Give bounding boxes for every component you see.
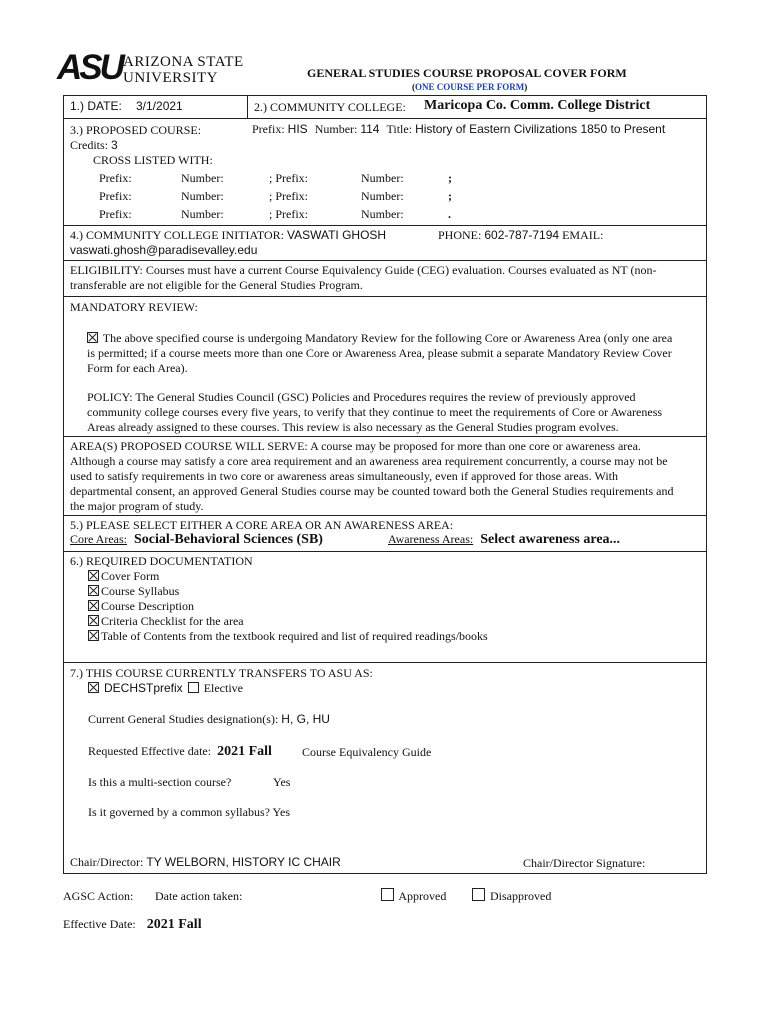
dechst-checkbox[interactable] [88, 682, 99, 693]
number-label: Number: [314, 122, 358, 136]
approved-option [381, 888, 446, 904]
mandatory-text3: Form for each Area). [87, 361, 188, 375]
date-action-label: Date action taken: [155, 889, 243, 903]
doc-checkbox[interactable] [88, 615, 99, 626]
effective-value[interactable]: 2021 Fall [217, 744, 272, 759]
initiator-name[interactable]: VASWATI GHOSH [286, 228, 387, 242]
policy-line2: community college courses every five years, to verify that they continue to meet the requirements of Core or Awareness [87, 405, 663, 419]
doc-item-label: Cover Form [101, 569, 160, 583]
date-label: 1.) DATE: [70, 99, 122, 113]
email-label: EMAIL: [562, 228, 604, 242]
doc-item [88, 629, 488, 644]
phone-value[interactable]: 602-787-7194 [484, 228, 560, 242]
multi-section-label: Is this a multi-section course? [88, 775, 232, 789]
form-subtitle [412, 82, 527, 92]
elective-label: Elective [203, 681, 243, 695]
multi-section-value[interactable]: Yes [273, 775, 291, 789]
cross-number1[interactable]: Number: [181, 171, 224, 185]
college-label: 2.) COMMUNITY COLLEGE: [254, 100, 406, 114]
agsc-label: AGSC Action: [63, 889, 134, 903]
core-areas-label: Core Areas: [70, 532, 127, 546]
initiator-label: 4.) COMMUNITY COLLEGE INITIATOR: [70, 228, 284, 242]
cross-number2[interactable]: Number: [361, 171, 404, 185]
cross-end: ; [448, 189, 452, 203]
cross-prefix2[interactable]: ; Prefix: [269, 189, 308, 203]
prefix-value[interactable]: HIS [287, 122, 308, 136]
awareness-areas-select[interactable]: Select awareness area... [480, 532, 621, 547]
date-value[interactable]: 3/1/2021 [136, 99, 183, 113]
dechst-label: DECHSTprefix [104, 681, 183, 695]
disapproved-option [472, 888, 551, 904]
title-value[interactable]: History of Eastern Civilizations 1850 to Present [415, 122, 666, 136]
cross-end: . [448, 207, 451, 221]
common-syllabus-value[interactable]: Yes [272, 805, 290, 819]
common-syllabus-line [88, 805, 290, 820]
mandatory-text2: is permitted; if a course meets more than one Core or Awareness Area, please submit a separate Mandatory Review Cover [87, 346, 672, 360]
common-syllabus-label: Is it governed by a common syllabus? [88, 805, 270, 819]
logo-mark: ASU [57, 48, 122, 87]
email-value[interactable]: vaswati.ghosh@paradisevalley.edu [70, 243, 258, 257]
mandatory-review-label: MANDATORY REVIEW: [70, 300, 198, 314]
area-select-label: 5.) PLEASE SELECT EITHER A CORE AREA OR AN AWARENESS AREA: [70, 518, 454, 532]
core-area-line [70, 532, 323, 548]
cross-prefix2[interactable]: ; Prefix: [269, 207, 308, 221]
doc-checkbox[interactable] [88, 585, 99, 596]
chair-signature-label: Chair/Director Signature: [523, 856, 646, 870]
mandatory-check-row [87, 331, 672, 346]
transfer-options [88, 681, 243, 696]
subtitle-open: ( [412, 82, 415, 92]
area-line4: departmental consent, an approved General Studies course may be counted toward both the General Studies requirements and [70, 484, 674, 498]
cross-number2[interactable]: Number: [361, 189, 404, 203]
doc-item-label: Course Description [101, 599, 194, 613]
designation-line [88, 712, 330, 727]
doc-item [88, 584, 179, 599]
elective-checkbox[interactable] [188, 682, 199, 693]
ceg-label: Course Equivalency Guide [302, 745, 432, 759]
designation-value[interactable]: H, G, HU [281, 712, 330, 726]
disapproved-label: Disapproved [490, 889, 552, 903]
disapproved-checkbox[interactable] [472, 888, 485, 901]
phone-label: PHONE: [438, 228, 482, 242]
awareness-area-line [388, 532, 620, 548]
doc-item-label: Table of Contents from the textbook required and list of required readings/books [101, 629, 488, 643]
cross-prefix2[interactable]: ; Prefix: [269, 171, 308, 185]
doc-item [88, 614, 244, 629]
chair-label: Chair/Director: [70, 855, 144, 869]
effective-line [88, 744, 272, 760]
cross-number2[interactable]: Number: [361, 207, 404, 221]
area-line3: used to satisfy requirements in two core or awareness areas simultaneously, even if approved for those areas. With [70, 469, 619, 483]
form-title: GENERAL STUDIES COURSE PROPOSAL COVER FORM [307, 66, 627, 80]
effective-date-line [63, 917, 202, 933]
area-line1: AREA(S) PROPOSED COURSE WILL SERVE: A course may be proposed for more than one core or awareness area. [70, 439, 641, 453]
doc-item-label: Criteria Checklist for the area [101, 614, 244, 628]
title-label: Title: [386, 122, 413, 136]
policy-line1: POLICY: The General Studies Council (GSC) Policies and Procedures requires the review of previously approved [87, 390, 636, 404]
transfer-label: 7.) THIS COURSE CURRENTLY TRANSFERS TO ASU AS: [70, 666, 373, 680]
cross-listed-label: CROSS LISTED WITH: [93, 153, 213, 167]
area-line2: Although a course may satisfy a core area requirement and an awareness area requirement concurrently, a course may not be [70, 454, 668, 468]
proposed-course-label: 3.) PROPOSED COURSE: [70, 123, 202, 137]
college-value[interactable]: Maricopa Co. Comm. College District [424, 98, 651, 113]
doc-checkbox[interactable] [88, 600, 99, 611]
approved-label: Approved [398, 889, 447, 903]
eligibility-line2: transferable are not eligible for the General Studies Program. [70, 278, 363, 292]
initiator-line [70, 228, 386, 243]
effective-date-value[interactable]: 2021 Fall [146, 917, 202, 932]
mandatory-review-checkbox[interactable] [87, 332, 98, 343]
cross-end: ; [448, 171, 452, 185]
course-line [252, 122, 665, 137]
credits-value[interactable]: 3 [111, 138, 118, 152]
doc-checkbox[interactable] [88, 570, 99, 581]
doc-checkbox[interactable] [88, 630, 99, 641]
cross-number1[interactable]: Number: [181, 207, 224, 221]
awareness-areas-label: Awareness Areas: [388, 532, 474, 546]
doc-item [88, 599, 194, 614]
doc-item-label: Course Syllabus [101, 584, 180, 598]
effective-label: Requested Effective date: [88, 744, 212, 758]
doc-item [88, 569, 159, 584]
mandatory-text1: The above specified course is undergoing Mandatory Review for the following Core or Awareness Area (only one area [102, 331, 673, 345]
cross-prefix1[interactable]: Prefix: [99, 171, 132, 185]
cross-number1[interactable]: Number: [181, 189, 224, 203]
number-value[interactable]: 114 [360, 122, 380, 136]
approved-checkbox[interactable] [381, 888, 394, 901]
core-areas-select[interactable]: Social-Behavioral Sciences (SB) [133, 532, 323, 547]
effective-date-label: Effective Date: [63, 917, 136, 931]
policy-line3: Areas already assigned to these courses. This review is also necessary as the General Studies program evolves. [87, 420, 619, 434]
area-line5: the major program of study. [70, 499, 204, 513]
chair-line [70, 855, 341, 870]
eligibility-line1: ELIGIBILITY: Courses must have a current Course Equivalency Guide (CEG) evaluation. Courses evaluated as NT (non- [70, 263, 657, 277]
logo-line2: UNIVERSITY [123, 70, 218, 86]
logo-line1: ARIZONA STATE [123, 54, 244, 70]
cross-prefix1[interactable]: Prefix: [99, 207, 132, 221]
asu-logo [57, 48, 247, 88]
cross-prefix1[interactable]: Prefix: [99, 189, 132, 203]
credits-line [70, 138, 118, 153]
phone-line [438, 228, 603, 243]
one-course-link[interactable]: ONE COURSE PER FORM [415, 82, 525, 92]
prefix-label: Prefix: [252, 122, 285, 136]
documentation-label: 6.) REQUIRED DOCUMENTATION [70, 554, 253, 568]
chair-value[interactable]: TY WELBORN, HISTORY IC CHAIR [146, 855, 341, 869]
designation-label: Current General Studies designation(s): [88, 712, 279, 726]
credits-label: Credits: [70, 138, 108, 152]
subtitle-close: ) [524, 82, 528, 92]
